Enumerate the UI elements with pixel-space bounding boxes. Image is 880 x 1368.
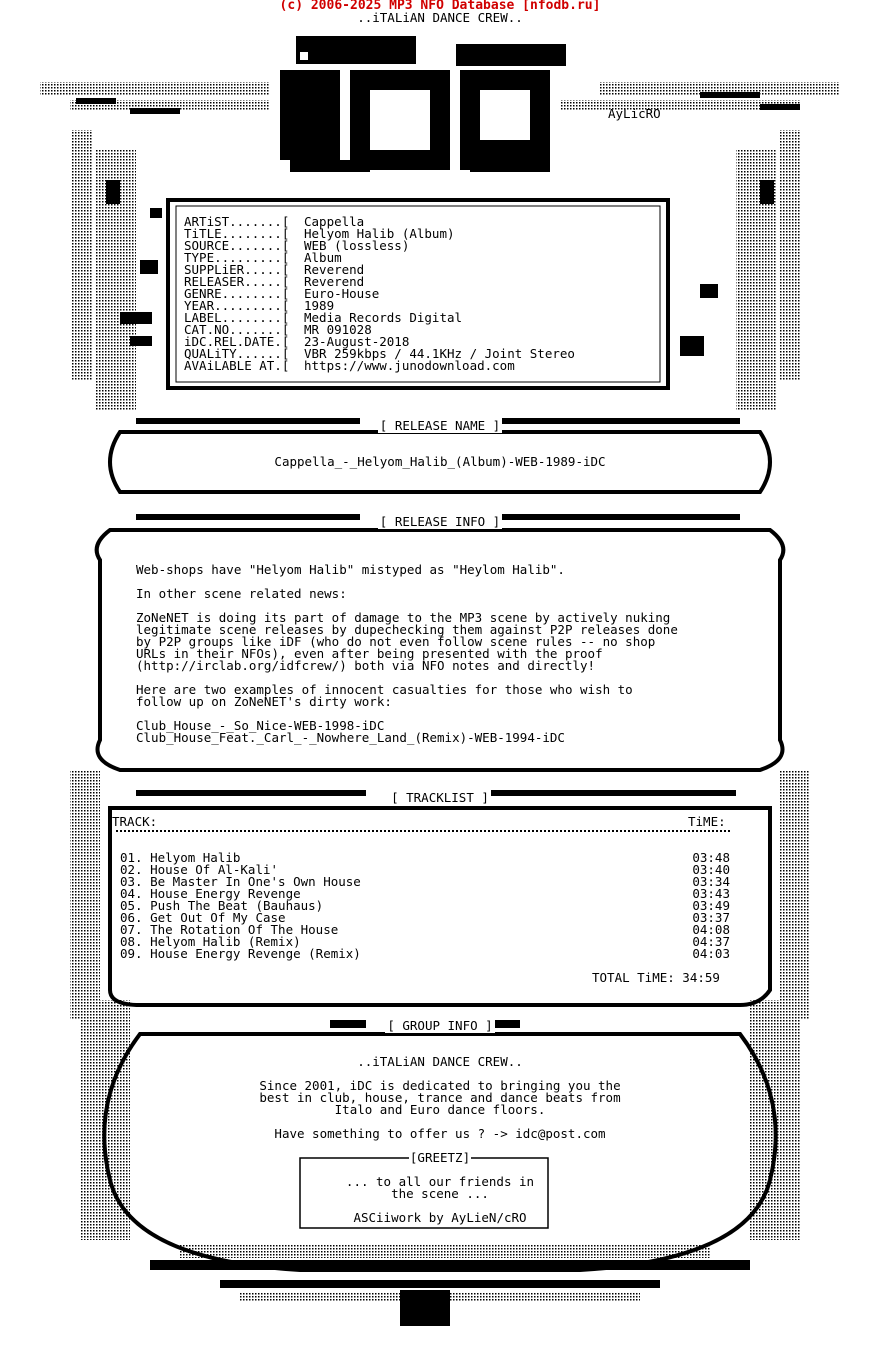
ascii-work-credit: ASCiiwork by AyLieN/cRO	[353, 1210, 527, 1225]
track-title: 07. The Rotation Of The House	[120, 922, 339, 937]
track-time: 03:34	[692, 874, 730, 889]
track-time: 03:37	[692, 910, 730, 925]
group-contact: Have something to offer us ? -> idc@post.com	[274, 1126, 606, 1141]
meta-key: GENRE........[	[184, 286, 290, 301]
track-time: 03:49	[692, 898, 730, 913]
ascii-credit: AyLicRO	[608, 106, 661, 121]
tracklist-heading: [ TRACKLIST ]	[391, 790, 489, 805]
meta-value: Reverend	[304, 274, 365, 289]
track-title: 02. House Of Al-Kali'	[120, 862, 279, 877]
meta-value: Album	[304, 250, 342, 265]
tracklist-col-time: TiME:	[688, 814, 726, 829]
group-info-heading: [ GROUP INFO ]	[387, 1018, 493, 1033]
track-title: 04. House Energy Revenge	[120, 886, 301, 901]
release-info-p3: ZoNeNET is doing its part of damage to the MP3 scene by actively nuking legitimate scene releases by dupechecking them against P2P releases done by P2P groups like iDF (who do not even follow scene rules -- no shop URLs in their NFOs), even after being presented with the proof (http://irclab.org/idfcrew/) both via NFO notes and directly!	[136, 610, 678, 673]
meta-value: 23-August-2018	[304, 334, 410, 349]
track-time: 04:08	[692, 922, 730, 937]
meta-key: LABEL........[	[184, 310, 290, 325]
release-info-p4: Here are two examples of innocent casualties for those who wish to follow up on ZoNeNET's dirty work:	[136, 682, 633, 709]
group-subtitle: ..iTALiAN DANCE CREW..	[357, 10, 523, 25]
release-info-heading: [ RELEASE INFO ]	[379, 514, 501, 529]
meta-key: YEAR.........[	[184, 298, 290, 313]
meta-value: WEB (lossless)	[304, 238, 410, 253]
track-time: 03:40	[692, 862, 730, 877]
meta-value: VBR 259kbps / 44.1KHz / Joint Stereo	[304, 346, 575, 361]
release-name-value: Cappella_-_Helyom_Halib_(Album)-WEB-1989-iDC	[274, 454, 606, 469]
meta-key: SOURCE.......[	[184, 238, 290, 253]
meta-key: SUPPLiER.....[	[184, 262, 290, 277]
release-info-p2: In other scene related news:	[136, 586, 347, 601]
meta-value: Cappella	[304, 214, 365, 229]
track-title: 09. House Energy Revenge (Remix)	[120, 946, 361, 961]
track-title: 01. Helyom Halib	[120, 850, 241, 865]
group-description: Since 2001, iDC is dedicated to bringing you the best in club, house, trance and dance beats from Italo and Euro dance floors.	[259, 1078, 621, 1117]
track-title: 03. Be Master In One's Own House	[120, 874, 361, 889]
meta-key: QUALiTY......[	[184, 346, 290, 361]
meta-value: Reverend	[304, 262, 365, 277]
track-time: 04:37	[692, 934, 730, 949]
total-time: TOTAL TiME: 34:59	[592, 970, 720, 985]
idc-logo-art	[280, 36, 566, 172]
meta-value: 1989	[304, 298, 335, 313]
meta-value: Helyom Halib (Album)	[304, 226, 455, 241]
tracklist-col-track: TRACK:	[112, 814, 158, 829]
track-title: 06. Get Out Of My Case	[120, 910, 286, 925]
meta-value: Media Records Digital	[304, 310, 463, 325]
track-time: 04:03	[692, 946, 730, 961]
release-info-p5: Club_House_-_So_Nice-WEB-1998-iDC Club_House_Feat._Carl_-_Nowhere_Land_(Remix)-WEB-1994-iDC	[136, 718, 565, 745]
track-title: 05. Push The Beat (Bauhaus)	[120, 898, 324, 913]
greetz-heading: [GREETZ]	[409, 1150, 471, 1165]
track-time: 03:48	[692, 850, 730, 865]
meta-key: CAT.NO.......[	[184, 322, 290, 337]
release-info-p1: Web-shops have "Helyom Halib" mistyped as "Heylom Halib".	[136, 562, 565, 577]
meta-key: TiTLE........[	[184, 226, 290, 241]
release-name-heading: [ RELEASE NAME ]	[379, 418, 501, 433]
meta-key: iDC.REL.DATE.[	[184, 334, 290, 349]
greetz-text: ... to all our friends in the scene ...	[345, 1174, 535, 1201]
group-name: ..iTALiAN DANCE CREW..	[357, 1054, 523, 1069]
meta-value: https://www.junodownload.com	[304, 358, 515, 373]
meta-value: Euro-House	[304, 286, 380, 301]
track-title: 08. Helyom Halib (Remix)	[120, 934, 301, 949]
meta-key: TYPE.........[	[184, 250, 290, 265]
track-row	[120, 948, 730, 960]
meta-key: ARTiST.......[	[184, 214, 290, 229]
track-time: 03:43	[692, 886, 730, 901]
nfodb-banner: (c) 2006-2025 MP3 NFO Database [nfodb.ru]	[279, 0, 601, 13]
tracklist-divider	[116, 830, 730, 832]
meta-key: AVAiLABLE AT.[	[184, 358, 290, 373]
meta-value: MR 091028	[304, 322, 372, 337]
meta-key: RELEASER.....[	[184, 274, 290, 289]
